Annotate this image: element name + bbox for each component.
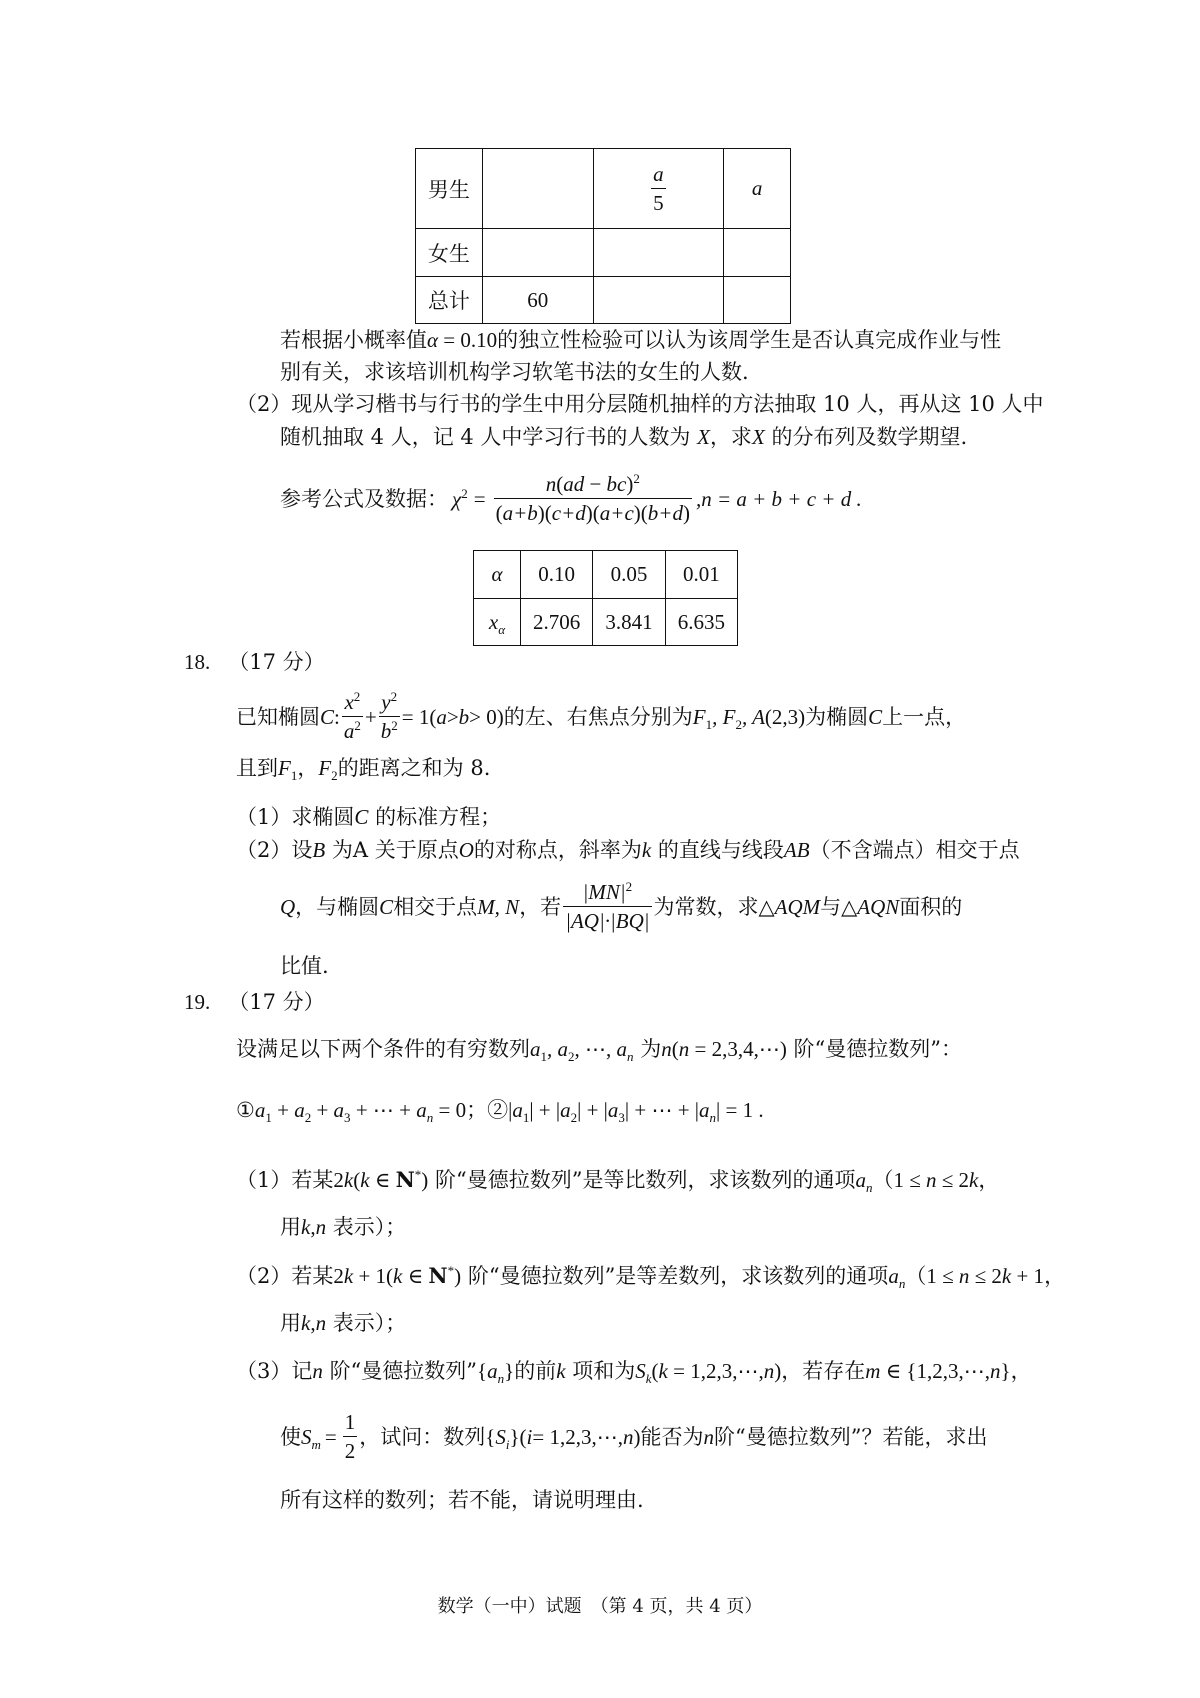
q18-part2-line2: Q ，与椭圆 C 相交于点 M, N ，若 $\frac{|MN|^2}{|AQ|\cdot|BQ|}$ 为常数，求 △AQM 与 △AQN 面积的 — [280, 879, 963, 934]
table-row — [416, 277, 791, 324]
table-cell: a — [724, 149, 791, 229]
table-row — [416, 149, 791, 229]
row-label: 女生 — [416, 229, 483, 277]
table-cell — [593, 229, 724, 277]
table-cell: 3.841 — [593, 599, 665, 646]
x-alpha-label: $x_\alpha$ — [474, 599, 521, 646]
q17-line1: 若根据小概率值α = 0.10的独立性检验可以认为该周学生是否认真完成作业与性 — [280, 328, 1002, 352]
q19-part1-line2: 用k,n 表示）； — [280, 1215, 407, 1239]
table-row — [416, 229, 791, 277]
q18-header: 18. （17 分） — [184, 650, 325, 674]
table-row — [474, 599, 738, 646]
table-cell — [593, 277, 724, 324]
table-cell-fraction: $\frac{a}{5}$ — [593, 149, 724, 229]
row-label: 总计 — [416, 277, 483, 324]
q19-part2-line1: （2）若某2k + 1(k ∈ N*) 阶“曼德拉数列”是等差数列，求该数列的通项$a_n(1 \le n \le 2k + 1$， — [236, 1263, 1066, 1292]
q18-part2-line1: （2）设B 为A 关于原点O的对称点，斜率为k 的直线与线段AB（不含端点）相交于点 — [236, 838, 1020, 862]
q19-part3-line1: （3）记n 阶“曼德拉数列$”\{a_n\}$的前k 项和为$S_k(k$ = 1,2,3,⋯,n)，若存在m ∈ {1,2,3,⋯,n}， — [236, 1359, 1032, 1387]
table-cell — [482, 229, 593, 277]
q17-part2-line1: （2）现从学习楷书与行书的学生中用分层随机抽样的方法抽取 10 人，再从这 10 人中 — [236, 392, 1044, 416]
table-row — [474, 551, 738, 599]
table-cell — [724, 277, 791, 324]
q18-line1: 已知椭圆 C : $\frac{x^2}{a^2}$ + $\frac{y^2}{b^2}$ = 1( a > b > 0) 的左、右焦点分别为 $F_1$, $F_2$, A (2,3) 为椭圆 C 上一点， — [236, 689, 967, 744]
critical-values-table — [473, 550, 738, 646]
table-cell — [482, 149, 593, 229]
alpha-header: α — [474, 551, 521, 599]
q17-line2: 别有关，求该培训机构学习软笔书法的女生的人数. — [280, 360, 749, 384]
page-footer: 数学（一中）试题 （第 4 页，共 4 页） — [437, 1596, 763, 1617]
chi-square-formula: 参考公式及数据： $\chi^2$ = $\frac{n(ad - bc)^2}{(a+b)(c+d)(a+c)(b+d)}$ , n = a + b + c + d . — [280, 471, 862, 526]
table-cell: 2.706 — [521, 599, 593, 646]
table-cell: 60 — [482, 277, 593, 324]
q18-part1: （1）求椭圆C 的标准方程； — [236, 805, 502, 829]
q19-part2-line2: 用k,n 表示）； — [280, 1311, 407, 1335]
q19-conditions: $①a_1 + a_2 + a_3$ + ⋯ + $a_n = 0$；$②|a_1| + |a_2| + |a_3|$ + ⋯ + $|a_n| = 1$ . — [236, 1098, 764, 1126]
q18-part2-line3: 比值. — [280, 954, 329, 978]
q19-part3-line3: 所有这样的数列；若不能，请说明理由. — [280, 1488, 644, 1512]
q19-intro: 设满足以下两个条件的有穷数列$a_1$, $a_2$, ⋯, $a_n$ 为n(n = 2,3,4,⋯) 阶“曼德拉数列”： — [236, 1037, 962, 1065]
row-label: 男生 — [416, 149, 483, 229]
table-cell: 6.635 — [665, 599, 737, 646]
q17-part2-line2: 随机抽取 4 人，记 4 人中学习行书的人数为 X，求X 的分布列及数学期望. — [280, 425, 968, 449]
q18-line2: 且到$F_1$，$F_2$的距离之和为 8. — [236, 756, 491, 784]
q19-part3-line2: 使 $S_m$ = $\frac{1}{2}$ ，试问：数列 { $S_i$ }( i = 1,2,3,⋯, n ) 能否为 n 阶“曼德拉数列”？若能，求出 — [280, 1410, 988, 1464]
table-cell: 0.10 — [521, 551, 593, 599]
contingency-table — [415, 148, 791, 324]
table-cell: 0.01 — [665, 551, 737, 599]
table-cell: 0.05 — [593, 551, 665, 599]
q19-part1-line1: （1）若某2k(k ∈ N*) 阶“曼德拉数列”是等比数列，求该数列的通项$a_n(1 \le n \le 2k$， — [236, 1167, 1000, 1196]
q19-header: 19. （17 分） — [184, 990, 325, 1014]
table-cell — [724, 229, 791, 277]
